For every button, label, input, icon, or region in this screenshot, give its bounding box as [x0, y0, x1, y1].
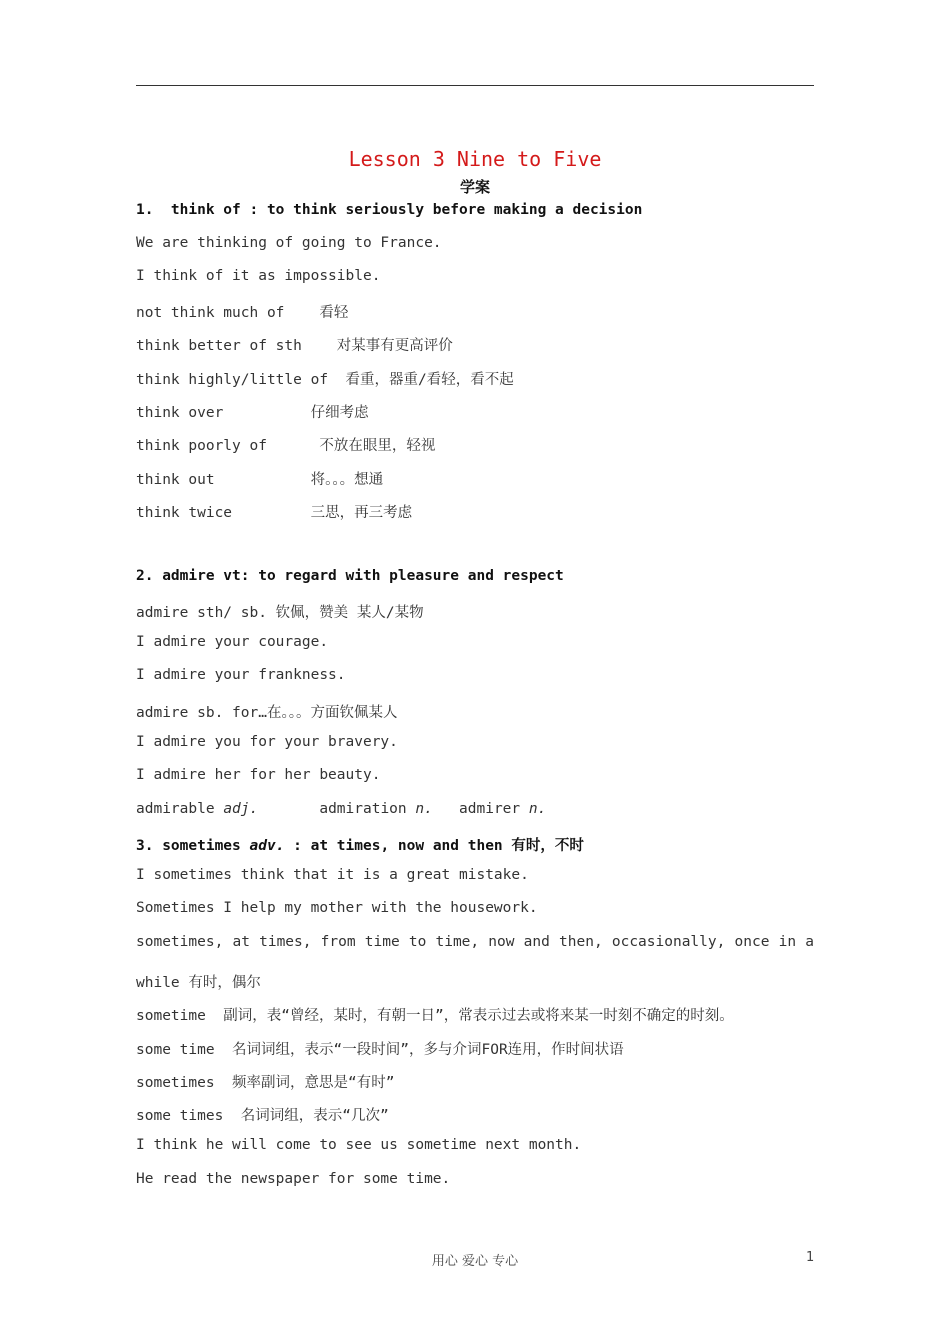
section-3-line: He read the newspaper for some time. — [136, 1171, 451, 1187]
section-1-line: think poorly of 不放在眼里，轻视 — [136, 438, 436, 454]
pos-n: n. — [528, 801, 547, 817]
lesson-title: Lesson 3 Nine to Five — [348, 147, 602, 171]
section-3-line: I sometimes think that it is a great mistake. — [136, 867, 529, 883]
section-1-line: We are thinking of going to France. — [136, 235, 442, 251]
section-1-line: think over 仔细考虑 — [136, 405, 369, 421]
section-2-line: I admire you for your bravery. — [136, 734, 398, 750]
page-number: 1 — [806, 1250, 815, 1265]
section-2-line: admire sth/ sb. 钦佩，赞美 某人/某物 — [136, 605, 424, 621]
section-1-line: think twice 三思，再三考虑 — [136, 505, 413, 521]
section-3-line: some times 名词词组，表示“几次” — [136, 1108, 389, 1124]
section-2-line: I admire her for her beauty. — [136, 767, 381, 783]
section-3-line: I think he will come to see us sometime next month. — [136, 1137, 582, 1153]
section-3-heading-pos: adv. — [249, 838, 285, 854]
section-3-line: some time 名词词组，表示“一段时间”，多与介词FOR连用，作时间状语 — [136, 1042, 624, 1058]
section-1-line: think highly/little of 看重，器重/看轻，看不起 — [136, 372, 514, 388]
section-1-line: not think much of 看轻 — [136, 305, 349, 321]
section-3-heading-word: 3. sometimes — [136, 838, 250, 854]
section-3-line: sometimes 频率副词，意思是“有时” — [136, 1075, 395, 1091]
section-1-line: think better of sth 对某事有更高评价 — [136, 338, 453, 354]
section-1-heading: 1. think of : to think seriously before making a decision — [136, 202, 643, 218]
section-2-line: I admire your frankness. — [136, 667, 346, 683]
word-admiration: admiration — [258, 801, 416, 817]
word-admirer: admirer — [432, 801, 529, 817]
section-3-heading-def: : at times, now and then 有时，不时 — [284, 838, 584, 854]
section-1-line: think out 将。。。想通 — [136, 472, 384, 488]
section-2-line: admire sb. for…在。。。方面钦佩某人 — [136, 705, 398, 721]
section-3-line: Sometimes I help my mother with the housework. — [136, 900, 538, 916]
section-1-line: I think of it as impossible. — [136, 268, 381, 284]
section-3-heading — [136, 834, 584, 855]
pos-adj: adj. — [223, 801, 259, 817]
section-3-line: while 有时，偶尔 — [136, 975, 261, 991]
word-admirable: admirable — [136, 801, 224, 817]
footer-motto: 用心 爱心 专心 — [431, 1254, 519, 1269]
header-rule — [136, 85, 814, 86]
lesson-subtitle: 学案 — [459, 178, 490, 196]
pos-n: n. — [415, 801, 433, 817]
section-3-line: sometime 副词，表“曾经，某时，有朝一日”，常表示过去或将来某一时刻不确定的时刻。 — [136, 1008, 734, 1024]
section-2-heading: 2. admire vt: to regard with pleasure and respect — [136, 568, 564, 584]
synonyms-line: sometimes, at times, from time to time, now and then, occasionally, once in a — [136, 934, 814, 950]
section-2-line: I admire your courage. — [136, 634, 329, 650]
word-forms-line — [136, 801, 546, 817]
